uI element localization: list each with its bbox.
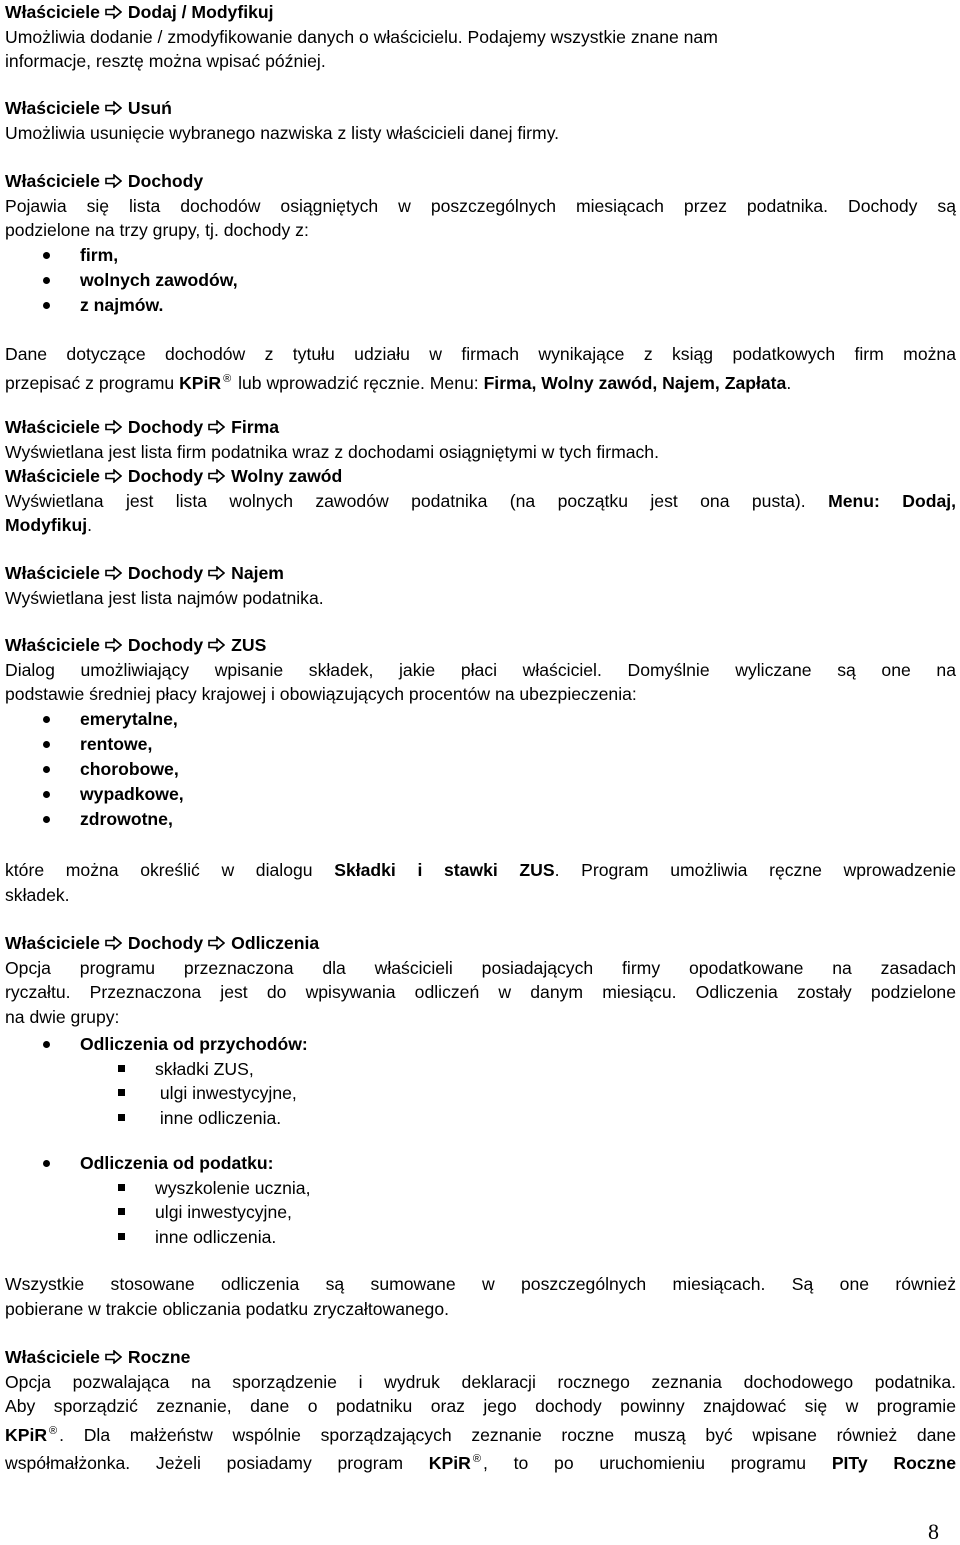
text-line: Dane dotyczące dochodów z tytułu udziału w firmach wynikające z ksiąg podatkowych firm można: [5, 344, 956, 364]
menu-items: Firma, Wolny zawód, Najem, Zapłata: [483, 372, 787, 393]
registered-mark: ®: [49, 1424, 58, 1437]
section-heading: Właściciele Usuń: [5, 98, 172, 118]
text-line: Aby sporządzić zeznanie, dane o podatniku oraz jego dochody powinny znajdować się w programie: [5, 1396, 956, 1416]
arrow-icon: [208, 638, 225, 652]
square-bullet-icon: [118, 1114, 125, 1121]
bullet-list: [5, 1151, 956, 1176]
text-line: Wyświetlana jest lista najmów podatnika.: [5, 587, 324, 608]
arrow-icon: [105, 936, 122, 950]
kpir-name: KPiR: [179, 372, 222, 393]
text-line: Wyświetlana jest lista wolnych zawodów podatnika (na początku jest ona pusta). Menu: Dodaj,: [5, 490, 956, 511]
bullet-icon: [43, 252, 50, 259]
list-item: emerytalne,: [5, 707, 956, 732]
sub-list: [5, 1057, 956, 1130]
arrow-icon: [105, 566, 122, 580]
section-dodaj: [5, 0, 956, 74]
arrow-icon: [105, 5, 122, 19]
list-item: wypadkowe,: [5, 782, 956, 807]
section-roczne: [5, 1345, 956, 1476]
list-item: chorobowe,: [5, 757, 956, 782]
list-item: firm,: [5, 243, 956, 268]
dialog-name: Składki i stawki ZUS: [334, 860, 555, 880]
section-zus-after: [5, 858, 956, 907]
list-item: Odliczenia od podatku:: [5, 1151, 956, 1176]
section-firma: [5, 415, 956, 464]
square-bullet-icon: [118, 1208, 125, 1215]
list-item: Odliczenia od przychodów:: [5, 1032, 956, 1057]
registered-mark: ®: [223, 372, 232, 385]
section-heading: Właściciele Dochody Odliczenia: [5, 933, 320, 953]
square-bullet-icon: [118, 1233, 125, 1240]
arrow-icon: [105, 101, 122, 115]
text-line: które można określić w dialogu Składki i stawki ZUS. Program umożliwia ręczne wprowadzenie: [5, 860, 957, 880]
section-heading: Właściciele Dochody ZUS: [5, 635, 267, 655]
text-line: KPiR ® . Dla małżeństw wspólnie sporządzających zeznanie roczne muszą być wpisane również dane: [5, 1424, 956, 1445]
program-name: PITy Roczne: [831, 1453, 956, 1473]
arrow-icon: [208, 469, 225, 483]
section-odliczenia-after: [5, 1272, 956, 1321]
arrow-icon: [208, 566, 225, 580]
menu-items: Modyfikuj: [5, 515, 88, 535]
text-line: Wszystkie stosowane odliczenia są sumowane w poszczególnych miesiącach. Są one również: [5, 1274, 956, 1294]
bullet-list: [5, 707, 956, 833]
section-zus: [5, 633, 956, 832]
list-item: rentowe,: [5, 732, 956, 757]
list-item: ulgi inwestycyjne,: [5, 1200, 956, 1224]
text-line: informacje, resztę można wpisać później.: [5, 51, 326, 71]
list-item: wolnych zawodów,: [5, 268, 956, 293]
text-line: Modyfikuj.: [5, 515, 92, 535]
bullet-icon: [43, 816, 50, 823]
bullet-list: [5, 243, 956, 319]
list-item: zdrowotne,: [5, 807, 956, 832]
list-item: z najmów.: [5, 293, 956, 318]
list-item: ulgi inwestycyjne,: [5, 1081, 956, 1105]
section-heading: Właściciele Roczne: [5, 1347, 191, 1367]
section-heading: Właściciele Dochody: [5, 171, 204, 191]
square-bullet-icon: [118, 1184, 125, 1191]
arrow-icon: [105, 174, 122, 188]
section-heading: Właściciele Dochody Wolny zawód: [5, 466, 343, 486]
bullet-icon: [43, 1160, 50, 1167]
arrow-icon: [105, 469, 122, 483]
text-line: współmałżonka. Jeżeli posiadamy program KPiR ® , to po uruchomieniu programu PITy Roczne: [5, 1453, 956, 1473]
arrow-icon: [208, 420, 225, 434]
page-number: 8: [928, 1519, 939, 1544]
kpir-name: KPiR: [5, 1424, 48, 1445]
text-line: na dwie grupy:: [5, 1006, 120, 1027]
section-heading: Właściciele Dochody Najem: [5, 563, 284, 583]
bullet-icon: [43, 302, 50, 309]
text-line: pobierane w trakcie obliczania podatku zryczałtowanego.: [5, 1298, 450, 1319]
bullet-icon: [43, 766, 50, 773]
text-line: podstawie średniej płacy krajowej i obowiązujących procentów na ubezpieczenia:: [5, 684, 637, 704]
kpir-name: KPiR: [428, 1453, 471, 1473]
section-odliczenia: [5, 931, 956, 1130]
section-dochody-kpir: [5, 342, 956, 395]
text-line: Umożliwia usunięcie wybranego nazwiska z listy właścicieli danej firmy.: [5, 122, 560, 143]
bullet-icon: [43, 277, 50, 284]
list-item: inne odliczenia.: [5, 1225, 956, 1249]
sub-list: [5, 1176, 956, 1249]
section-usun: [5, 96, 956, 145]
list-item: inne odliczenia.: [5, 1106, 956, 1130]
arrow-icon: [105, 638, 122, 652]
arrow-icon: [208, 936, 225, 950]
section-wolny-zawod: [5, 464, 956, 538]
section-heading: Właściciele Dodaj / Modyfikuj: [5, 2, 274, 22]
arrow-icon: [105, 420, 122, 434]
list-item: składki ZUS,: [5, 1057, 956, 1081]
bullet-icon: [43, 716, 50, 723]
square-bullet-icon: [118, 1065, 125, 1072]
text-line: Pojawia się lista dochodów osiągniętych w poszczególnych miesiącach przez podatnika. Dochody są: [5, 195, 956, 216]
text-line: podzielone na trzy grupy, tj. dochody z:: [5, 220, 309, 240]
section-najem: [5, 561, 956, 610]
section-odliczenia-podatek: [5, 1151, 956, 1249]
bullet-icon: [43, 741, 50, 748]
arrow-icon: [105, 1350, 122, 1364]
registered-mark: ®: [472, 1453, 481, 1465]
text-line: Opcja pozwalająca na sporządzenie i wydruk deklaracji rocznego zeznania dochodowego podatnika.: [5, 1371, 956, 1392]
bullet-icon: [43, 791, 50, 798]
square-bullet-icon: [118, 1089, 125, 1096]
section-dochody: [5, 169, 956, 318]
text-line: Opcja programu przeznaczona dla właścicieli posiadających firmy opodatkowane na zasadach: [5, 957, 956, 978]
text-line: Dialog umożliwiający wpisanie składek, jakie płaci właściciel. Domyślnie wyliczane są one na: [5, 659, 956, 680]
text-line: składek.: [5, 884, 70, 905]
bullet-icon: [43, 1041, 50, 1048]
text-line: ryczałtu. Przeznaczona jest do wpisywania odliczeń w danym miesiącu. Odliczenia zostały podzielone: [5, 982, 956, 1002]
text-line: Wyświetlana jest lista firm podatnika wraz z dochodami osiągniętymi w tych firmach.: [5, 441, 659, 462]
text-line: przepisać z programu KPiR ® lub wprowadzić ręcznie. Menu: Firma, Wolny zawód, Najem, Zapłata.: [5, 372, 792, 393]
list-item: wyszkolenie ucznia,: [5, 1176, 956, 1200]
bullet-list: [5, 1032, 956, 1057]
section-heading: Właściciele Dochody Firma: [5, 417, 280, 437]
text-line: Umożliwia dodanie / zmodyfikowanie danych o właścicielu. Podajemy wszystkie znane nam: [5, 26, 718, 47]
menu-items: Menu: Dodaj,: [828, 490, 956, 511]
